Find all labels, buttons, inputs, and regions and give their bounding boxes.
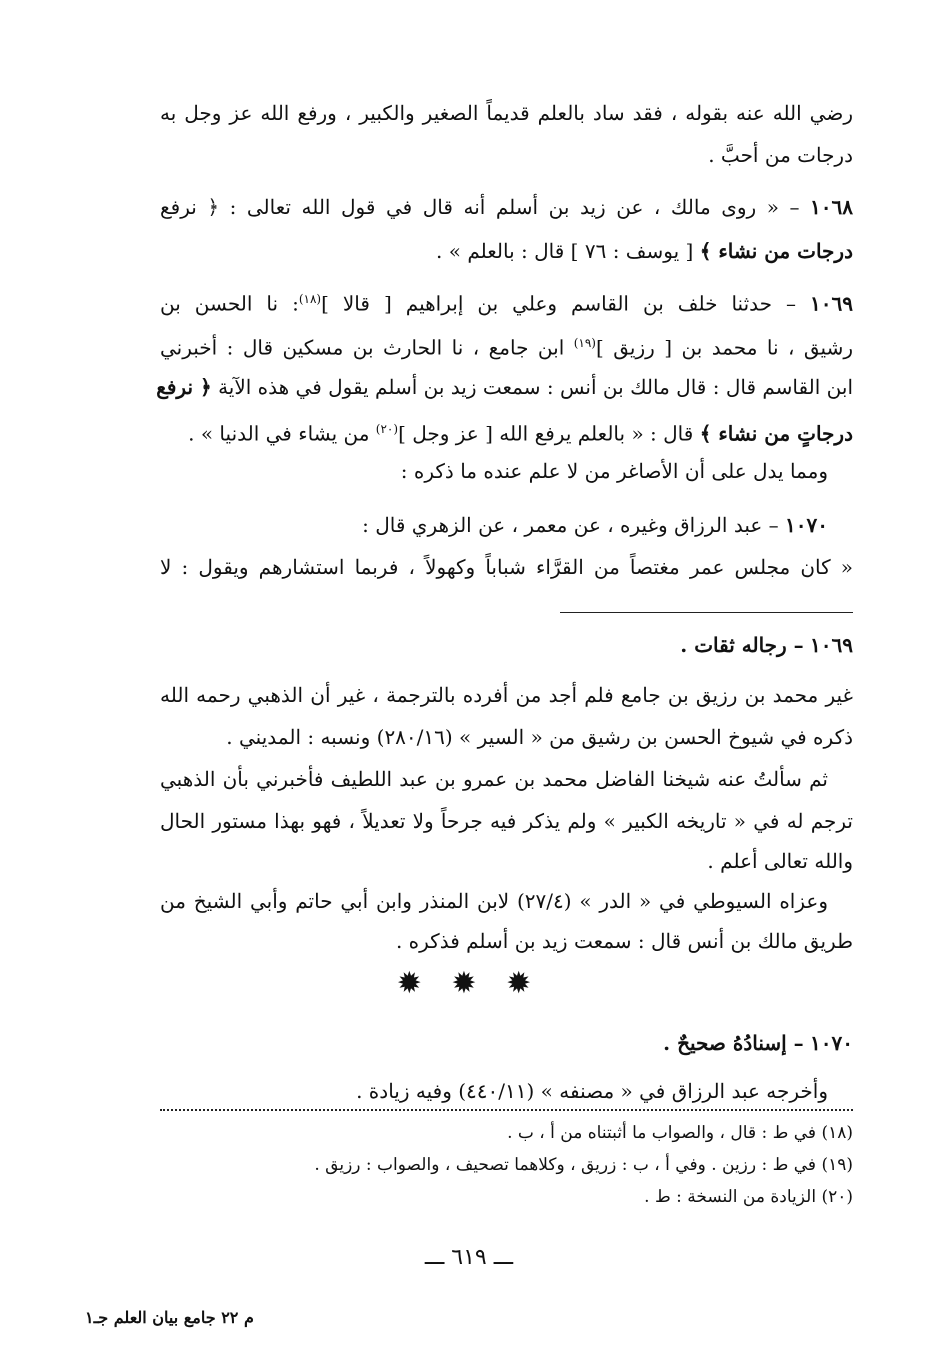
commentary-line: ذكره في شيوخ الحسن بن رشيق من « السير » (٢٨٠/١٦) ونسبه : المديني . bbox=[226, 725, 853, 749]
hadith-1068-line: درجات من نشاء ﴾ [ يوسف : ٧٦ ] قال : بالعلم » . bbox=[436, 239, 853, 263]
section-divider-stars: ✹ ✹ ✹ bbox=[396, 966, 542, 1001]
commentary-line: وأخرجه عبد الرزاق في « مصنفه » (٤٤٠/١١) وفيه زيادة . bbox=[356, 1079, 828, 1103]
hadith-1070-line: « كان مجلس عمر مغتصاً من القرَّاء شباباً وكهولاً ، فربما استشارهم ويقول : لا bbox=[160, 555, 853, 579]
commentary-line: ثم سألتُ عنه شيخنا الفاضل محمد بن عمرو بن عبد اللطيف فأخبرني بأن الذهبي bbox=[160, 767, 828, 791]
commentary-line: غير محمد بن رزيق بن جامع فلم أجد من أفرده بالترجمة ، غير أن الذهبي رحمه الله bbox=[160, 683, 853, 707]
footnote-marker: (٢٠) bbox=[375, 422, 399, 436]
hadith-number: ١٠٦٨ bbox=[810, 195, 853, 219]
hadith-1070-line: ١٠٧٠ – عبد الرزاق وغيره ، عن معمر ، عن الزهري قال : bbox=[362, 513, 828, 537]
hadith-1069-line: ١٠٦٩ – حدثنا خلف بن القاسم وعلي بن إبراهيم [ قالا ]$^{(١٨)}$: نا الحسن بن bbox=[160, 291, 854, 316]
page-number: ـــ ٦١٩ ـــ bbox=[424, 1245, 514, 1270]
hadith-1068-line: ١٠٦٨ – « روى مالك ، عن زيد بن أسلم أنه قال في قول الله تعالى : ﴿ نرفع bbox=[160, 195, 853, 219]
signature-mark: م ٢٢ جامع بيان العلم جـ١ bbox=[85, 1308, 254, 1327]
hadith-1069-line: رشيق ، نا محمد بن [ رزيق ]$^{(١٩)}$ ابن جامع ، نا الحارث بن مسكين قال : أخبرني bbox=[160, 335, 854, 360]
commentary-line: وعزاه السيوطي في « الدر » (٢٧/٤) لابن المنذر وابن أبي حاتم وأبي الشيخ من bbox=[160, 889, 828, 913]
hadith-1069-line: ابن القاسم قال : قال مالك بن أنس : سمعت زيد بن أسلم يقول في هذه الآية ﴿ نرفع bbox=[156, 375, 853, 399]
hadith-1069-line: ومما يدل على أن الأصاغر من لا علم عنده ما ذكره : bbox=[400, 459, 828, 483]
commentary-line: والله تعالى أعلم . bbox=[707, 849, 853, 873]
footnotes-separator bbox=[160, 1109, 853, 1111]
commentary-heading: ١٠٦٩ – رجاله ثقات . bbox=[680, 633, 853, 657]
hadith-number: ١٠٧٠ bbox=[785, 513, 828, 537]
commentary-line: طريق مالك بن أنس قال : سمعت زيد بن أسلم فذكره . bbox=[395, 929, 853, 953]
footnote: (١٨) في ط : قال ، والصواب ما أثبتناه من أ ، ب . bbox=[507, 1123, 853, 1143]
commentary-heading: ١٠٧٠ – إسنادُهُ صحيحٌ . bbox=[663, 1031, 853, 1055]
hadith-1069-line: درجاتٍ من نشاء ﴾ قال : « بالعلم يرفع الله [ عز وجل ]$^{(٢٠)}$ من يشاء في الدنيا » . bbox=[188, 421, 853, 446]
footnote: (١٩) في ط : رزين . وفي أ ، ب : زريق ، وكلاهما تصحيف ، والصواب : رزيق . bbox=[314, 1155, 853, 1175]
text-line: رضي الله عنه بقوله ، فقد ساد بالعلم قديماً الصغير والكبير ، ورفع الله عز وجل به bbox=[160, 101, 853, 125]
text-line: درجات من أحبَّ . bbox=[708, 143, 853, 167]
footnote-separator bbox=[560, 612, 853, 613]
footnote: (٢٠) الزيادة من النسخة : ط . bbox=[644, 1187, 853, 1207]
commentary-line: ترجم له في « تاريخه الكبير » ولم يذكر فيه جرحاً ولا تعديلاً ، فهو بهذا مستور الحال bbox=[160, 809, 853, 833]
hadith-number: ١٠٦٩ bbox=[810, 291, 854, 316]
footnote-marker: (١٩) bbox=[573, 336, 596, 350]
footnote-marker: (١٨) bbox=[298, 292, 322, 306]
